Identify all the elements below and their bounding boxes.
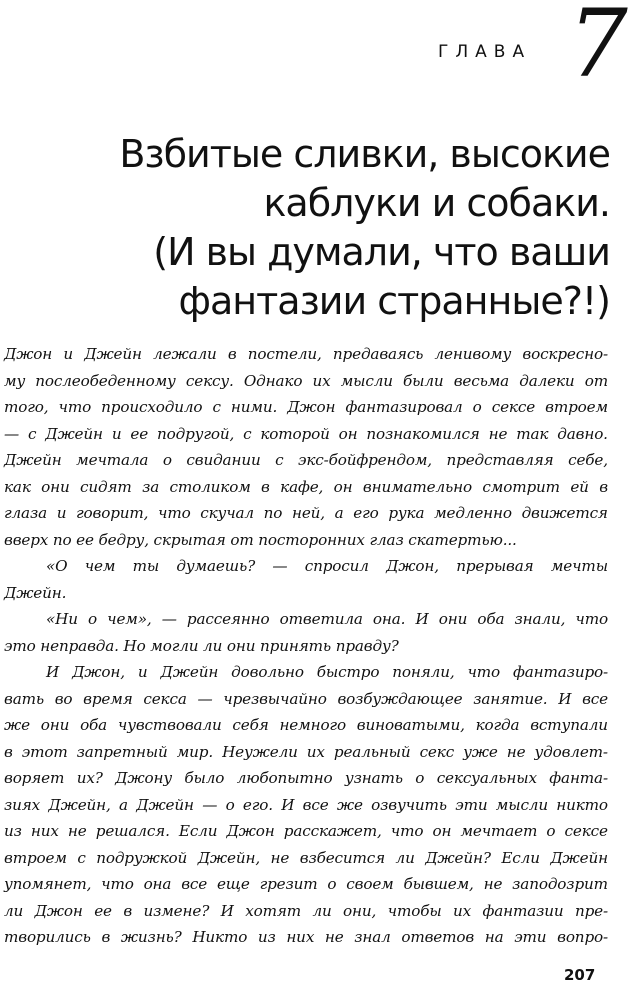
body-word: Джон bbox=[226, 822, 275, 840]
body-word: в bbox=[227, 345, 237, 363]
body-line bbox=[4, 633, 608, 660]
body-word: сексе bbox=[564, 822, 608, 840]
body-word: давно. bbox=[557, 424, 608, 443]
body-line bbox=[4, 341, 608, 368]
body-word: весьма bbox=[453, 371, 510, 390]
body-word: что bbox=[390, 822, 424, 840]
body-word: расскажет, bbox=[283, 822, 382, 840]
body-word: как bbox=[4, 477, 31, 496]
body-word: «Ни bbox=[46, 610, 78, 628]
body-word: не bbox=[270, 848, 290, 867]
body-word: му bbox=[4, 371, 26, 390]
body-word: движется bbox=[521, 504, 608, 522]
body-word: что bbox=[101, 875, 134, 893]
body-line bbox=[4, 845, 608, 872]
body-word: их? bbox=[76, 769, 103, 787]
body-word: о bbox=[472, 398, 482, 416]
body-word: Джон, bbox=[72, 663, 125, 681]
body-word: поняли, bbox=[392, 663, 455, 681]
body-word: виноватыми, bbox=[356, 716, 465, 734]
body-word: занятие. bbox=[473, 689, 548, 708]
body-word: они bbox=[40, 716, 70, 734]
body-word: подружкой bbox=[96, 848, 188, 867]
body-word: вать bbox=[4, 689, 44, 708]
body-word: рука bbox=[388, 504, 425, 522]
body-word: И bbox=[220, 901, 234, 920]
body-word: сексу. bbox=[185, 371, 234, 390]
body-word: ли bbox=[312, 901, 332, 920]
body-word: ленивому bbox=[434, 345, 512, 363]
body-word: внимательно bbox=[362, 477, 473, 496]
body-word: они bbox=[438, 610, 468, 628]
body-word: грезит bbox=[259, 875, 318, 893]
body-line bbox=[4, 792, 608, 819]
body-word: кафе, bbox=[280, 477, 324, 496]
body-word: упомянет, bbox=[4, 875, 92, 893]
body-word: себе, bbox=[568, 451, 608, 469]
chapter-label: ГЛАВА bbox=[438, 42, 532, 62]
body-word: далеки bbox=[519, 371, 575, 390]
body-word: в bbox=[123, 901, 133, 920]
body-word: с bbox=[212, 398, 221, 416]
body-word: Джон bbox=[4, 345, 53, 363]
body-word: во bbox=[54, 689, 73, 708]
body-word: фантазировал bbox=[345, 398, 463, 416]
body-word: воскресно- bbox=[522, 345, 608, 363]
body-word: постели, bbox=[247, 345, 322, 363]
body-word: творились bbox=[4, 928, 91, 946]
body-word: с bbox=[243, 424, 252, 443]
body-word: смотрит bbox=[482, 477, 560, 496]
body-word: же bbox=[336, 795, 363, 814]
body-line bbox=[4, 580, 608, 607]
body-word: озвучить bbox=[371, 795, 447, 814]
body-word: ли bbox=[395, 848, 415, 867]
body-word: быстро bbox=[316, 663, 380, 681]
body-word: И bbox=[281, 795, 295, 814]
body-word: за bbox=[142, 477, 160, 496]
body-word: мечтает bbox=[460, 822, 538, 840]
body-word: с bbox=[275, 451, 284, 469]
body-word: не bbox=[324, 928, 344, 946]
body-word: а bbox=[334, 504, 344, 522]
body-line bbox=[4, 871, 608, 898]
body-word: с bbox=[77, 848, 86, 867]
body-word: не bbox=[506, 742, 526, 761]
chapter-title-line: фантазии странные?!) bbox=[178, 279, 610, 323]
body-word: своем bbox=[346, 875, 394, 893]
body-word: все bbox=[181, 875, 208, 893]
body-word: лежали bbox=[153, 345, 217, 363]
body-word: скучал bbox=[200, 504, 254, 522]
body-word: мечтала bbox=[76, 451, 149, 469]
body-word: они bbox=[41, 477, 70, 496]
body-word: и bbox=[56, 504, 67, 522]
body-word: Неужели bbox=[222, 742, 298, 761]
body-word: происходило bbox=[101, 398, 203, 416]
body-word: время bbox=[83, 689, 133, 708]
body-word: мысли bbox=[340, 371, 393, 390]
body-word: знали, bbox=[514, 610, 566, 628]
body-word: воряет bbox=[4, 769, 65, 787]
body-word: втроем bbox=[4, 848, 67, 867]
body-word: не bbox=[67, 822, 87, 840]
body-word: бывшем, bbox=[403, 875, 474, 893]
body-word: он bbox=[432, 822, 452, 840]
body-word: секса bbox=[143, 689, 187, 708]
body-word: зиях bbox=[4, 795, 41, 814]
body-word: предаваясь bbox=[332, 345, 424, 363]
body-word: И bbox=[415, 610, 429, 628]
body-word: Джон, bbox=[386, 557, 439, 575]
body-word: Джейн bbox=[84, 345, 142, 363]
body-word: запретный bbox=[76, 742, 168, 761]
body-line-text: вверх по ее бедру, скрытая от посторонних глаз скатертью... bbox=[4, 530, 517, 549]
body-line bbox=[4, 553, 608, 580]
body-text bbox=[4, 341, 608, 951]
body-word: себя bbox=[232, 716, 269, 734]
body-word: в bbox=[599, 477, 608, 496]
body-word: жизнь? bbox=[120, 928, 182, 946]
body-word: пре- bbox=[574, 901, 608, 920]
body-word: Джейн, bbox=[48, 795, 111, 814]
body-line bbox=[4, 421, 608, 448]
body-word: — bbox=[272, 557, 288, 575]
chapter-number: 7 bbox=[568, 0, 628, 99]
body-word: ответила bbox=[279, 610, 363, 628]
body-line bbox=[4, 447, 608, 474]
body-word: Джон bbox=[287, 398, 336, 416]
body-word: в bbox=[101, 928, 111, 946]
body-word: мечты bbox=[550, 557, 608, 575]
body-word: о bbox=[415, 769, 425, 787]
body-line bbox=[4, 739, 608, 766]
body-word: что bbox=[58, 398, 92, 416]
body-word: их bbox=[452, 901, 472, 920]
body-word: их bbox=[306, 742, 325, 761]
body-word: возбуждающее bbox=[337, 689, 463, 708]
body-word: и bbox=[111, 424, 122, 443]
body-word: с bbox=[27, 424, 37, 443]
body-word: было bbox=[184, 769, 225, 787]
body-word: о bbox=[225, 795, 235, 814]
body-word: немного bbox=[279, 716, 346, 734]
body-line-text: это неправда. Но могли ли они принять правду? bbox=[4, 636, 399, 655]
body-word: и bbox=[137, 663, 148, 681]
body-word: из bbox=[4, 822, 22, 840]
body-word: уже bbox=[463, 742, 498, 761]
body-word: ответов bbox=[401, 928, 475, 946]
body-word: а bbox=[119, 795, 128, 814]
body-word: на bbox=[484, 928, 504, 946]
body-word: узнать bbox=[344, 769, 403, 787]
body-word: Джон bbox=[34, 901, 83, 920]
body-word: — bbox=[197, 689, 213, 708]
body-word: любопытно bbox=[236, 769, 333, 787]
body-word: чрезвычайно bbox=[223, 689, 327, 708]
body-word: чем bbox=[84, 557, 116, 575]
body-word: они, bbox=[343, 901, 377, 920]
body-word: она bbox=[143, 875, 172, 893]
body-word: эти bbox=[514, 928, 547, 946]
body-word: оба bbox=[477, 610, 505, 628]
body-word: Джону bbox=[115, 769, 172, 787]
body-word: все bbox=[582, 689, 608, 708]
body-word: он bbox=[333, 477, 353, 496]
body-word: не bbox=[483, 875, 503, 893]
body-word: Джейн bbox=[550, 848, 608, 867]
body-word: рассеянно bbox=[186, 610, 270, 628]
body-word: от bbox=[584, 371, 608, 390]
body-word: которой bbox=[260, 424, 330, 443]
body-word: мир. bbox=[176, 742, 214, 761]
body-word: о bbox=[546, 822, 556, 840]
body-word: не bbox=[488, 424, 508, 443]
body-word: прерывая bbox=[456, 557, 534, 575]
body-line-text: Джейн. bbox=[4, 583, 67, 602]
chapter-title-line: (И вы думали, что ваши bbox=[153, 230, 610, 274]
body-word: Джейн, bbox=[197, 848, 261, 867]
body-word: эти bbox=[455, 795, 488, 814]
body-line bbox=[4, 500, 608, 527]
body-word: реальный bbox=[333, 742, 411, 761]
body-word: были bbox=[403, 371, 444, 390]
body-word: он bbox=[338, 424, 358, 443]
chapter-title-line: каблуки и собаки. bbox=[263, 181, 610, 225]
body-word: медленно bbox=[434, 504, 512, 522]
body-word: его bbox=[353, 504, 379, 522]
body-word: ей bbox=[570, 477, 589, 496]
body-line bbox=[4, 818, 608, 845]
body-word: чтобы bbox=[387, 901, 442, 920]
body-word: что bbox=[575, 610, 608, 628]
body-word: измене? bbox=[143, 901, 210, 920]
body-word: ли bbox=[4, 901, 24, 920]
body-word: столиком bbox=[169, 477, 251, 496]
body-word: Если bbox=[178, 822, 218, 840]
body-word: в bbox=[4, 742, 13, 761]
body-word: них bbox=[30, 822, 59, 840]
body-word: же bbox=[4, 716, 30, 734]
body-word: фанта- bbox=[549, 769, 608, 787]
body-line bbox=[4, 527, 608, 554]
body-word: чем», bbox=[107, 610, 152, 628]
body-word: что bbox=[158, 504, 191, 522]
body-word: их bbox=[312, 371, 331, 390]
body-word: ее bbox=[94, 901, 112, 920]
body-word: она. bbox=[372, 610, 406, 628]
body-word: Джейн bbox=[45, 424, 103, 443]
body-word: подругой, bbox=[156, 424, 235, 443]
body-word: И bbox=[558, 689, 572, 708]
body-word: Джейн bbox=[136, 795, 194, 814]
body-word: сексуальных bbox=[436, 769, 537, 787]
body-word: свидании bbox=[186, 451, 261, 469]
body-word: Однако bbox=[243, 371, 303, 390]
body-word: спросил bbox=[304, 557, 369, 575]
body-word: решался. bbox=[95, 822, 170, 840]
body-word: о bbox=[162, 451, 172, 469]
body-word: «О bbox=[46, 557, 68, 575]
body-word: представляя bbox=[446, 451, 554, 469]
body-word: фантазиро- bbox=[513, 663, 608, 681]
body-line bbox=[4, 765, 608, 792]
body-word: вступали bbox=[530, 716, 608, 734]
body-word: и bbox=[63, 345, 74, 363]
body-word: чувствовали bbox=[117, 716, 222, 734]
chapter-title-line: Взбитые сливки, высокие bbox=[119, 132, 610, 176]
body-word: познакомился bbox=[366, 424, 480, 443]
body-word: никто bbox=[556, 795, 608, 814]
body-word: ты bbox=[132, 557, 160, 575]
body-word: ними. bbox=[230, 398, 278, 416]
body-line bbox=[4, 898, 608, 925]
body-word: этот bbox=[21, 742, 68, 761]
body-word: удовлет- bbox=[534, 742, 608, 761]
body-word: Джейн? bbox=[425, 848, 491, 867]
body-line bbox=[4, 368, 608, 395]
body-word: по bbox=[263, 504, 283, 522]
body-word: послеобеденному bbox=[35, 371, 176, 390]
body-word: ее bbox=[130, 424, 149, 443]
body-word: Джейн bbox=[160, 663, 219, 681]
body-word: так bbox=[516, 424, 549, 443]
body-word: когда bbox=[475, 716, 520, 734]
page-number: 207 bbox=[564, 966, 596, 984]
body-word: — bbox=[202, 795, 218, 814]
body-word: экс-бойфрендом, bbox=[298, 451, 432, 469]
body-line bbox=[4, 474, 608, 501]
body-word: говорит, bbox=[76, 504, 149, 522]
body-word: думаешь? bbox=[176, 557, 256, 575]
body-line bbox=[4, 924, 608, 951]
body-word: о bbox=[88, 610, 98, 628]
body-word: сидят bbox=[80, 477, 132, 496]
body-word: втроем bbox=[545, 398, 608, 416]
body-word: о bbox=[327, 875, 337, 893]
body-line bbox=[4, 394, 608, 421]
body-word: знал bbox=[354, 928, 391, 946]
body-word: его. bbox=[242, 795, 273, 814]
body-word: вопро- bbox=[557, 928, 608, 946]
body-word: что bbox=[467, 663, 501, 681]
body-word: все bbox=[302, 795, 329, 814]
body-word: фантазии bbox=[482, 901, 564, 920]
body-word: Никто bbox=[192, 928, 248, 946]
chapter-title bbox=[50, 130, 610, 326]
body-word: И bbox=[46, 663, 60, 681]
body-word: Джейн bbox=[4, 451, 62, 469]
body-word: того, bbox=[4, 398, 49, 416]
body-word: сексе bbox=[491, 398, 536, 416]
body-word: довольно bbox=[231, 663, 304, 681]
body-word: взбесится bbox=[299, 848, 386, 867]
body-word: заподозрит bbox=[512, 875, 608, 893]
body-word: еще bbox=[216, 875, 250, 893]
body-word: — bbox=[4, 424, 20, 443]
body-line bbox=[4, 606, 608, 633]
body-word: хотят bbox=[245, 901, 302, 920]
body-word: в bbox=[261, 477, 270, 496]
body-word: оба bbox=[80, 716, 108, 734]
body-line bbox=[4, 659, 608, 686]
body-word: секс bbox=[419, 742, 455, 761]
body-word: ней, bbox=[291, 504, 325, 522]
body-line bbox=[4, 686, 608, 713]
body-word: глаза bbox=[4, 504, 47, 522]
body-word: из bbox=[257, 928, 276, 946]
body-word: мысли bbox=[495, 795, 548, 814]
body-word: Если bbox=[501, 848, 540, 867]
body-line bbox=[4, 712, 608, 739]
body-word: — bbox=[161, 610, 177, 628]
body-word: них bbox=[286, 928, 315, 946]
